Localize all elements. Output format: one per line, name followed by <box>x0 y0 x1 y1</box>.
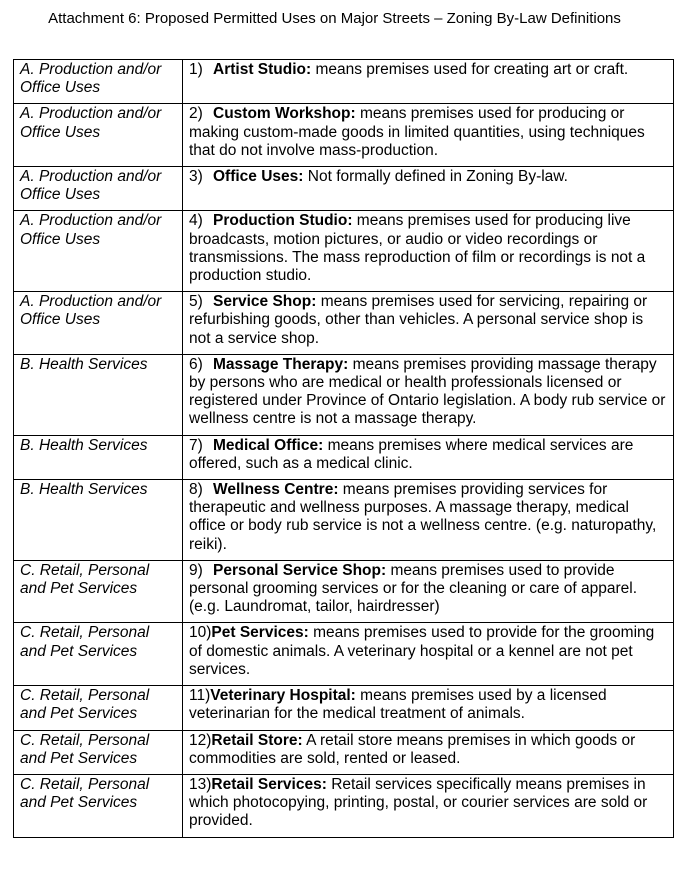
definition-text: means premises where medical services are offered, such as a medical clinic. <box>189 436 634 472</box>
table-row <box>14 774 674 837</box>
category-cell: C. Retail, Personal and Pet Services <box>14 560 183 623</box>
definition-cell <box>183 435 674 479</box>
term-label: Pet Services: <box>211 624 309 642</box>
term-label: Artist Studio: <box>213 61 312 78</box>
definition-text: means premises used for servicing, repairing or refurbishing goods, other than vehicles. A personal service shop is not a service shop. <box>189 293 648 347</box>
item-number: 7) <box>189 436 203 454</box>
term-label: Medical Office: <box>213 436 324 454</box>
category-cell: A. Production and/or Office Uses <box>14 60 183 104</box>
definition-cell <box>183 354 674 435</box>
term-label: Retail Services: <box>211 775 327 793</box>
table-row <box>14 560 674 623</box>
category-cell: A. Production and/or Office Uses <box>14 211 183 292</box>
term-label: Veterinary Hospital: <box>210 687 356 705</box>
category-cell: C. Retail, Personal and Pet Services <box>14 774 183 837</box>
item-number: 3) <box>189 168 203 186</box>
category-cell: C. Retail, Personal and Pet Services <box>14 623 183 686</box>
category-cell: B. Health Services <box>14 354 183 435</box>
definition-text: Not formally defined in Zoning By-law. <box>307 168 568 186</box>
category-cell: C. Retail, Personal and Pet Services <box>14 686 183 730</box>
definition-text: means premises used to provide for the grooming of domestic animals. A veterinary hospital or a kennel are not pet services. <box>189 624 655 678</box>
category-cell: B. Health Services <box>14 435 183 479</box>
item-number: 9) <box>189 561 203 579</box>
definition-text: means premises providing massage therapy by persons who are medical or health professionals licensed or registered under Province of Ontario legislation. A body rub service or wellness centre is not a massage therapy. <box>189 355 666 428</box>
definition-text: means premises used for producing live broadcasts, motion pictures, or audio or video recordings or transmissions. The mass reproduction of film or recordings is not a production studio. <box>189 212 646 285</box>
term-label: Service Shop: <box>213 293 317 311</box>
table-row <box>14 686 674 730</box>
definition-cell <box>183 560 674 623</box>
item-number: 4) <box>189 212 203 230</box>
table-row <box>14 104 674 167</box>
definition-text: means premises used for creating art or craft. <box>315 61 629 78</box>
term-label: Production Studio: <box>213 212 353 230</box>
definition-cell <box>183 623 674 686</box>
definition-cell <box>183 480 674 561</box>
definition-cell <box>183 104 674 167</box>
page-title: Attachment 6: Proposed Permitted Uses on Major Streets – Zoning By-Law Definitions <box>48 10 621 27</box>
definition-cell <box>183 60 674 104</box>
table-row <box>14 730 674 774</box>
table-row <box>14 167 674 211</box>
definition-cell <box>183 730 674 774</box>
term-label: Massage Therapy: <box>213 355 349 373</box>
category-cell: C. Retail, Personal and Pet Services <box>14 730 183 774</box>
table-row <box>14 211 674 292</box>
item-number: 6) <box>189 355 203 373</box>
table-row <box>14 480 674 561</box>
term-label: Retail Store: <box>211 731 303 749</box>
definition-cell <box>183 292 674 355</box>
definition-text: means premises used by a licensed veterinarian for the medical treatment of animals. <box>189 687 607 723</box>
table-row <box>14 292 674 355</box>
category-cell: A. Production and/or Office Uses <box>14 104 183 167</box>
category-cell: A. Production and/or Office Uses <box>14 292 183 355</box>
table-row <box>14 435 674 479</box>
definition-text: Retail services specifically means premises in which photocopying, printing, postal, or courier services are sold or provided. <box>189 775 648 830</box>
definition-cell <box>183 686 674 730</box>
definition-cell <box>183 167 674 211</box>
item-number: 1) <box>189 61 203 78</box>
definition-cell <box>183 211 674 292</box>
item-number: 13) <box>189 775 212 793</box>
item-number: 10) <box>189 624 212 642</box>
permitted-uses-table <box>13 59 674 838</box>
definition-text: means premises providing services for therapeutic and wellness purposes. A massage therapy, medical office or body rub service is not a wellness centre. (e.g. naturopathy, reiki). <box>189 481 657 553</box>
item-number: 11) <box>189 687 211 705</box>
term-label: Custom Workshop: <box>213 105 356 123</box>
table-row <box>14 60 674 104</box>
item-number: 5) <box>189 293 203 311</box>
definition-text: means premises used for producing or making custom-made goods in limited quantities, using techniques that do not involve mass-production. <box>189 105 645 159</box>
definition-cell <box>183 774 674 837</box>
term-label: Office Uses: <box>213 168 304 186</box>
definition-text: means premises used to provide personal grooming services or for the cleaning or care of apparel. (e.g. Laundromat, tailor, hairdresser) <box>189 561 638 616</box>
item-number: 2) <box>189 105 203 123</box>
item-number: 12) <box>189 731 212 749</box>
definition-text: A retail store means premises in which goods or commodities are sold, rented or leased. <box>189 731 636 767</box>
term-label: Personal Service Shop: <box>213 561 387 579</box>
item-number: 8) <box>189 481 203 499</box>
category-cell: A. Production and/or Office Uses <box>14 167 183 211</box>
table-row <box>14 354 674 435</box>
category-cell: B. Health Services <box>14 480 183 561</box>
table-row <box>14 623 674 686</box>
term-label: Wellness Centre: <box>213 481 339 499</box>
